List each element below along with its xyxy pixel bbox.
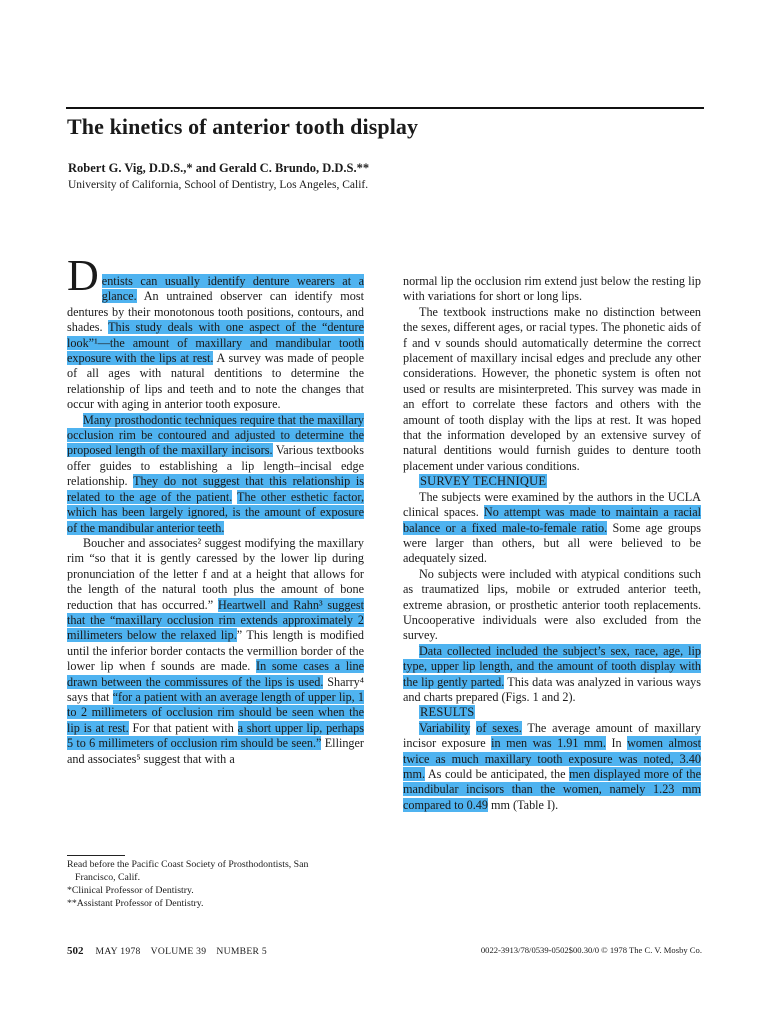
highlight: This study deals with one aspect of the “denture look”¹—the amount of maxillary and mandibular tooth exposure with the lips at rest.	[67, 320, 364, 366]
highlight: “for a patient with an average length of upper lip, 1 to 2 millimeters of occlusion rim should be seen when the lip is at rest.	[67, 689, 365, 735]
article-affiliation: University of California, School of Dentistry, Los Angeles, Calif.	[68, 179, 369, 191]
paragraph-intro	[67, 251, 364, 413]
section-heading-label: SURVEY TECHNIQUE	[420, 474, 547, 489]
footnote-rule	[67, 855, 125, 856]
footnote-read-cont: Francisco, Calif.	[75, 872, 141, 883]
highlight: The other esthetic factor, which has been largely ignored, is the amount of exposure of the mandibular anterior teeth.	[67, 489, 365, 535]
highlight: entists can usually identify denture wearers at a glance.	[101, 274, 364, 304]
right-column	[403, 274, 701, 813]
text-run: Various textbooks offer guides to establishing a lip length–incisal edge relationship.	[67, 443, 364, 489]
highlight: in men was 1.91 mm.	[491, 736, 606, 751]
text-run: Ellinger and associates⁵ suggest that with a	[67, 736, 364, 766]
footnote-read: Read before the Pacific Coast Society of Prosthodontists, San	[67, 859, 309, 870]
highlight: of sexes.	[476, 720, 522, 735]
footer-copyright: 0022-3913/78/0539-0502$00.30/0 © 1978 The C. V. Mosby Co.	[480, 945, 702, 955]
highlight: They do not suggest that this relationship is related to the age of the patient.	[67, 474, 365, 504]
issue-number: NUMBER 5	[216, 946, 268, 957]
paragraph-textbook: The textbook instructions make no distinction between the sexes, different ages, or racial types. The phonetic aids of f and v sounds should automatically determine the correct placement of maxillary incisal edges and preclude any other considerations. However, the phonetic system is often not used or results are misinterpreted. This survey was made in an effort to correlate these factors and others with the amount of tooth display with the lips at rest. It was hoped that the information developed by an extensive survey of natural dentitions would furnish guides to denture tooth placement under various conditions.	[403, 304, 701, 473]
page-number: 502	[67, 945, 84, 957]
text-run: Sharry⁴ says that	[67, 674, 364, 704]
section-heading-results	[403, 705, 701, 720]
paragraph-techniques	[67, 413, 364, 536]
header-rule	[66, 107, 704, 109]
section-heading-survey	[403, 474, 701, 489]
footer-citation	[67, 945, 277, 957]
section-heading-label: RESULTS	[420, 705, 475, 720]
highlight: Variability	[419, 720, 471, 735]
text-run: The average amount of maxillary incisor exposure	[403, 720, 701, 751]
paragraph-boucher	[67, 536, 364, 767]
issue-date: MAY 1978	[95, 946, 141, 957]
text-run: In	[605, 736, 628, 751]
paragraph-normal-lip: normal lip the occlusion rim extend just below the resting lip with variations for short or long lips.	[403, 274, 701, 304]
paragraph-variability	[403, 721, 701, 813]
text-run: A survey was made of people of all ages with natural dentitions to determine the relationship of lips and teeth and to note the changes that occur with aging in anterior tooth exposure.	[67, 351, 364, 412]
paragraph-subjects	[403, 490, 701, 567]
text-run: As could be anticipated, the	[425, 767, 570, 781]
footnotes	[67, 858, 367, 910]
paragraph-exclusions: No subjects were included with atypical conditions such as traumatized lips, mobile or extruded anterior teeth, extreme abrasion, or prosthetic anterior tooth replacements. Uncooperative individuals were also excluded from the survey.	[403, 566, 701, 643]
text-run: Boucher and associates² suggest modifying the maxillary rim “so that it is gently caressed by the lower lip during pronunciation of the letter f and at a height that allows for the length of the natural tooth plus the amount of bone reduction that has occurred.”	[67, 535, 364, 612]
highlight: Data collected included the subject’s sex, race, age, lip type, upper lip length, and the amount of tooth display with the lip gently parted.	[403, 643, 701, 689]
text-run: For that patient with	[128, 720, 238, 735]
highlight: In some cases a line drawn between the commissures of the lips is used.	[67, 659, 365, 689]
text-run: ” This length is modified until the inferior border contacts the vermillion border of the lower lip when f sounds are made.	[67, 628, 364, 674]
highlight: No attempt was made to maintain a racial balance or a fixed male-to-female ratio.	[403, 505, 701, 535]
highlight: men displayed more of the mandibular incisors than the women, namely 1.23 mm compared to 0.49	[403, 767, 701, 812]
footnote-assistant: **Assistant Professor of Dentistry.	[67, 898, 204, 909]
text-run: This data was analyzed in various ways and charts prepared (Figs. 1 and 2).	[403, 674, 701, 704]
left-column	[67, 251, 365, 767]
text-run: Some age groups were larger than others, but all were believed to be adequately sized.	[403, 520, 701, 566]
text-run: An untrained observer can identify most dentures by their monotonous tooth positions, contours, and shades.	[67, 289, 364, 335]
article-title: The kinetics of anterior tooth display	[67, 114, 419, 139]
issue-volume: VOLUME 39	[150, 946, 207, 957]
footnote-clinical: *Clinical Professor of Dentistry.	[67, 885, 194, 896]
highlight: a short upper lip, perhaps 5 to 6 millimeters of occlusion rim should be seen.”	[67, 720, 364, 751]
text-run: mm (Table I).	[487, 797, 559, 812]
text-run: The subjects were examined by the authors in the UCLA clinical spaces.	[403, 489, 701, 520]
highlight: Many prosthodontic techniques require that the maxillary occlusion rim be contoured and adjusted to determine the proposed length of the maxillary incisors.	[67, 412, 364, 458]
article-authors: Robert G. Vig, D.D.S.,* and Gerald C. Brundo, D.D.S.**	[68, 161, 370, 175]
drop-cap: D	[67, 251, 99, 300]
highlight: Heartwell and Rahn³ suggest that the “maxillary occlusion rim extends approximately 2 millimeters below the relaxed lip.	[67, 597, 364, 643]
paragraph-data	[403, 644, 701, 706]
highlight: women almost twice as much maxillary tooth exposure was noted, 3.40 mm.	[403, 736, 701, 781]
